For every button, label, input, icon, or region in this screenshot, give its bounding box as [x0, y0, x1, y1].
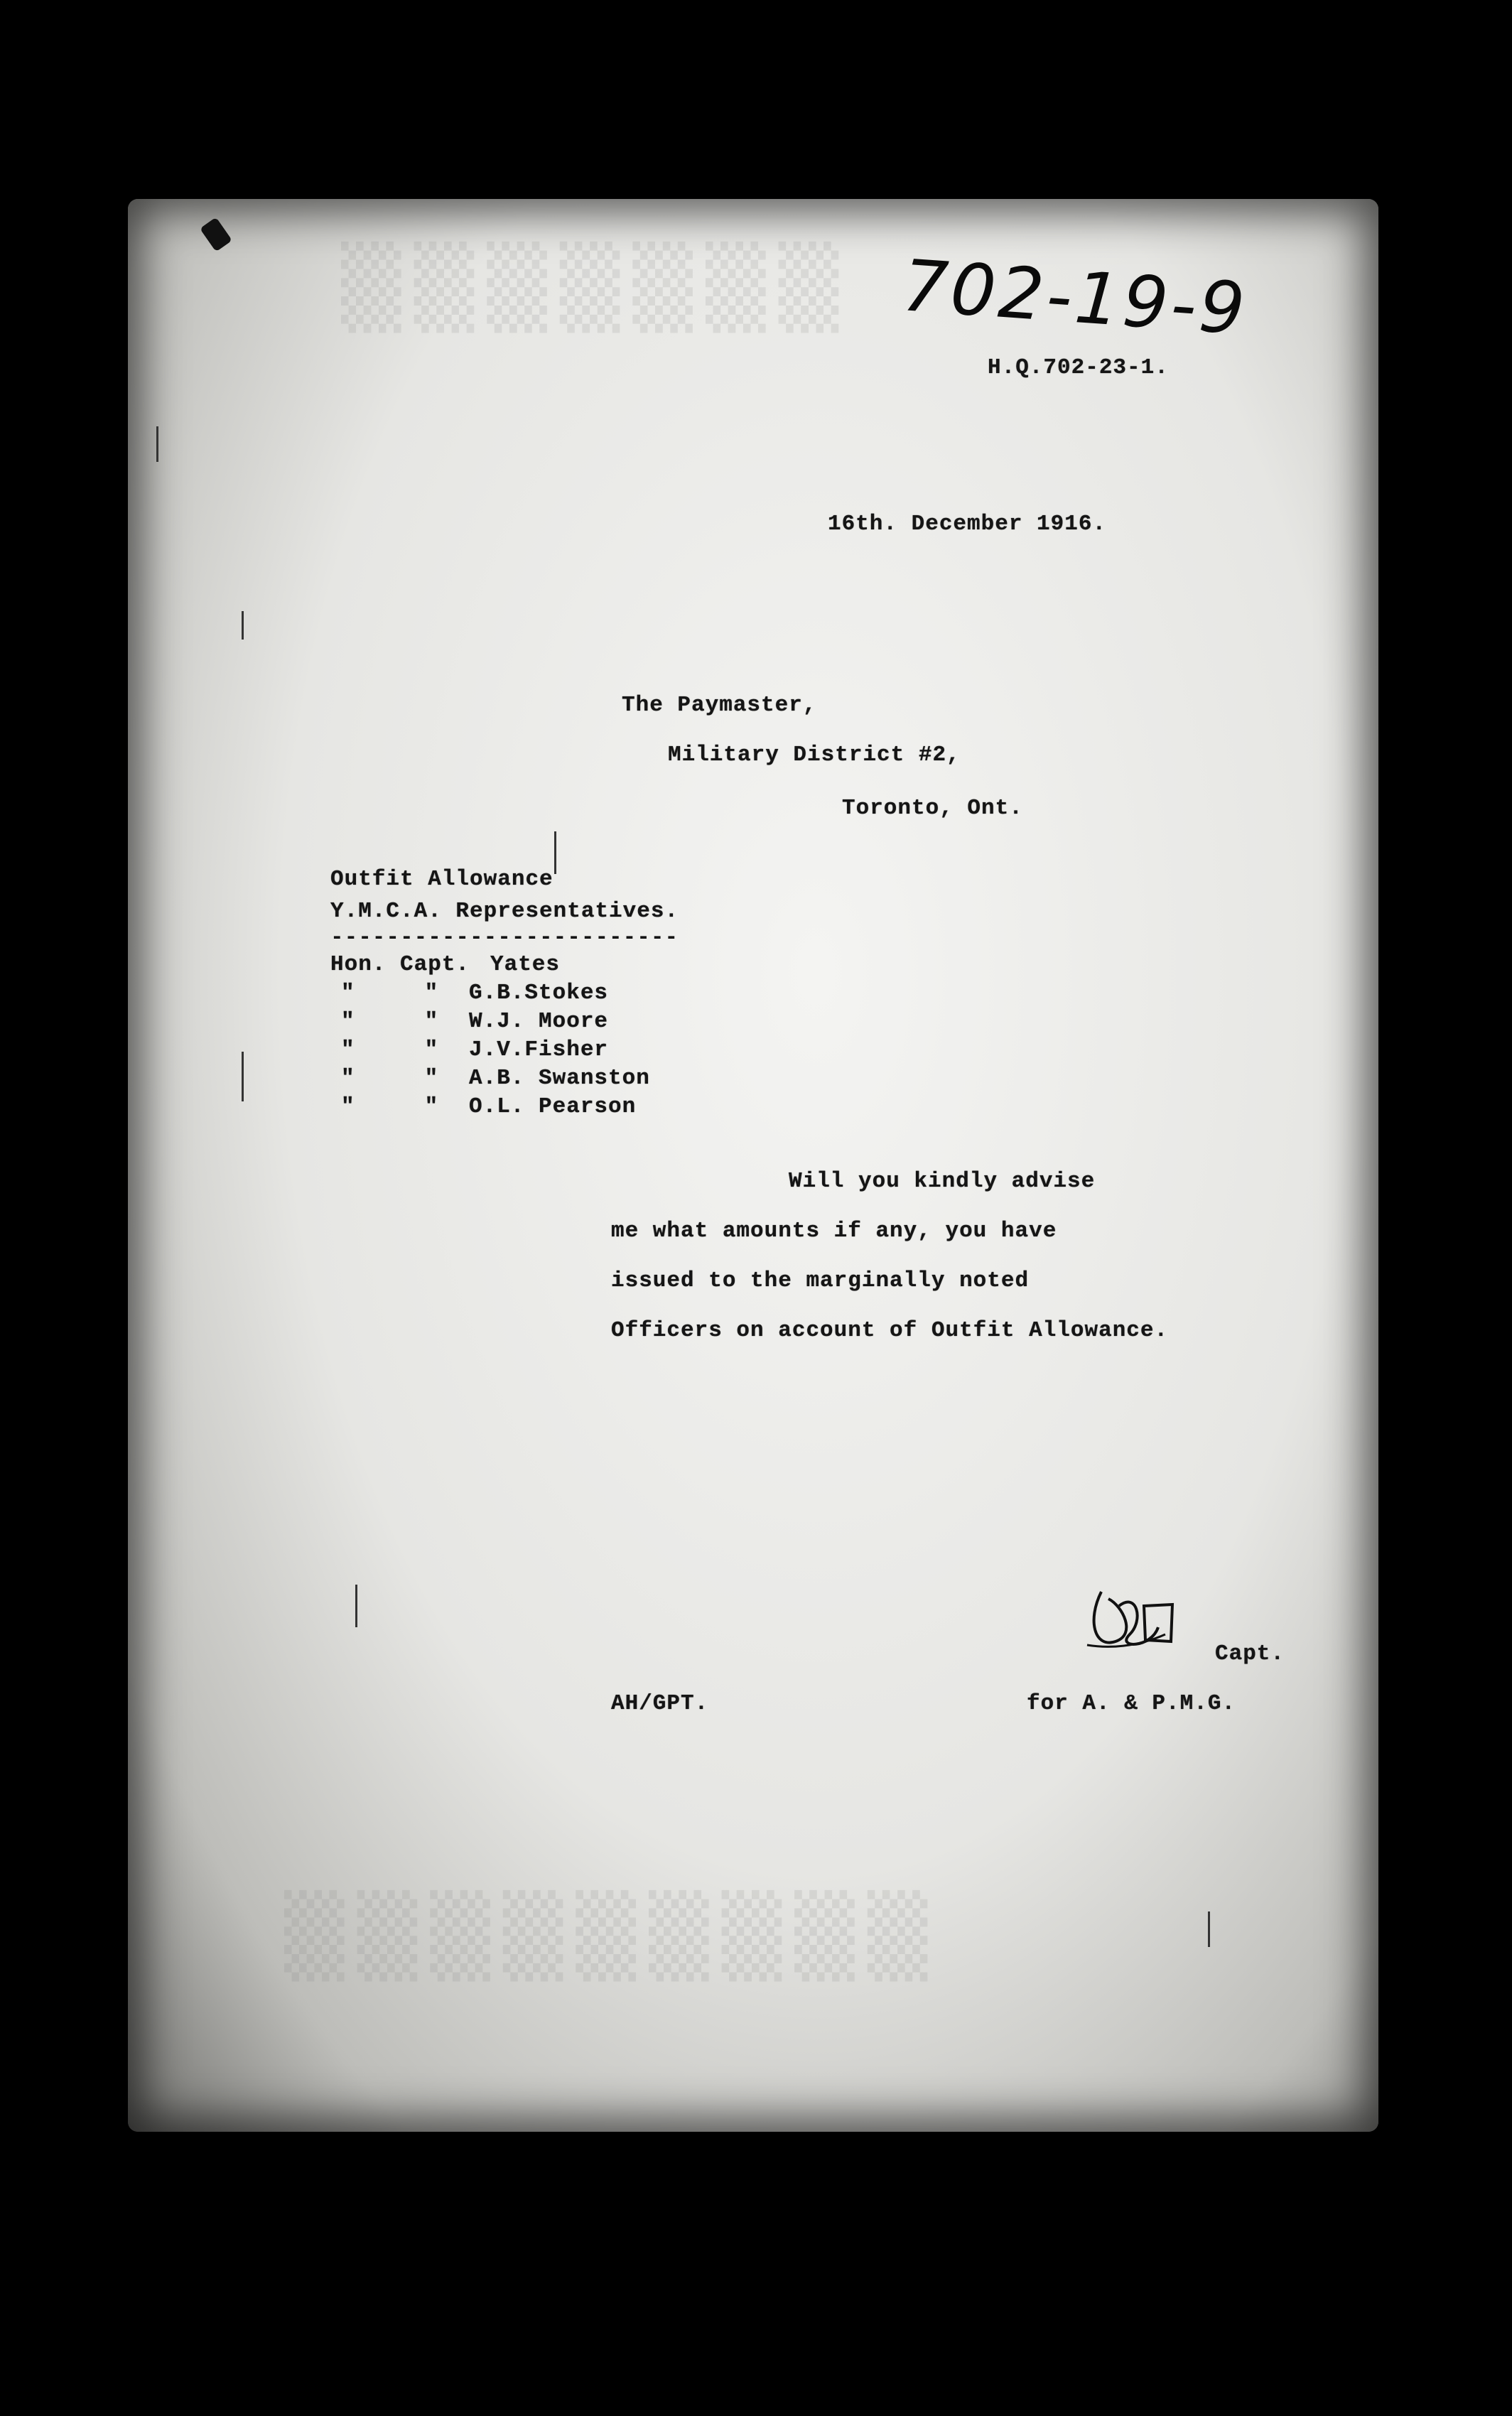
letter-date: 16th. December 1916.: [828, 512, 1107, 536]
officer-prefix: " ": [341, 1066, 439, 1091]
letter-page: [128, 199, 1378, 2132]
margin-tick: [554, 831, 556, 874]
officer-name: Yates: [490, 952, 561, 977]
officer-prefix: " ": [341, 981, 439, 1005]
officer-prefix: " ": [341, 1009, 439, 1034]
body-line-4: Officers on account of Outfit Allowance.: [611, 1318, 1169, 1343]
officer-prefix: Hon. Capt.: [330, 952, 470, 977]
officer-name: O.L. Pearson: [469, 1094, 637, 1119]
margin-tick: [242, 611, 244, 640]
addressee-line-3: Toronto, Ont.: [842, 796, 1023, 821]
typist-initials: AH/GPT.: [611, 1691, 709, 1716]
body-line-3: issued to the marginally noted: [611, 1268, 1030, 1293]
margin-tick: [355, 1585, 357, 1627]
addressee-line-1: The Paymaster,: [622, 693, 817, 718]
body-line-2: me what amounts if any, you have: [611, 1219, 1057, 1244]
signature-scrawl: [1080, 1578, 1187, 1663]
subject-underline: -------------------------: [330, 925, 679, 950]
signature-rank: Capt.: [1215, 1641, 1285, 1666]
reference-number: H.Q.702-23-1.: [988, 355, 1169, 380]
body-line-1: Will you kindly advise: [789, 1169, 1096, 1194]
officer-prefix: " ": [341, 1037, 439, 1062]
signature-for-line: for A. & P.M.G.: [1027, 1691, 1236, 1716]
subject-line-2: Y.M.C.A. Representatives.: [330, 899, 679, 924]
margin-tick: [156, 426, 158, 462]
punch-hole-mark: [200, 217, 232, 252]
subject-line-1: Outfit Allowance: [330, 867, 554, 892]
bleed-through-stamp-top: ▒▒▒▒▒▒▒: [341, 242, 852, 333]
officer-name: G.B.Stokes: [469, 981, 609, 1005]
officer-name: A.B. Swanston: [469, 1066, 650, 1091]
officer-name: J.V.Fisher: [469, 1037, 609, 1062]
addressee-line-2: Military District #2,: [668, 743, 961, 767]
margin-tick: [1208, 1911, 1210, 1947]
officer-prefix: " ": [341, 1094, 439, 1119]
officer-name: W.J. Moore: [469, 1009, 609, 1034]
bleed-through-stamp-bottom: ▒▒▒▒▒▒▒▒▒: [284, 1890, 941, 1981]
margin-tick: [242, 1052, 244, 1101]
handwritten-file-number: 702-19-9: [900, 244, 1251, 351]
